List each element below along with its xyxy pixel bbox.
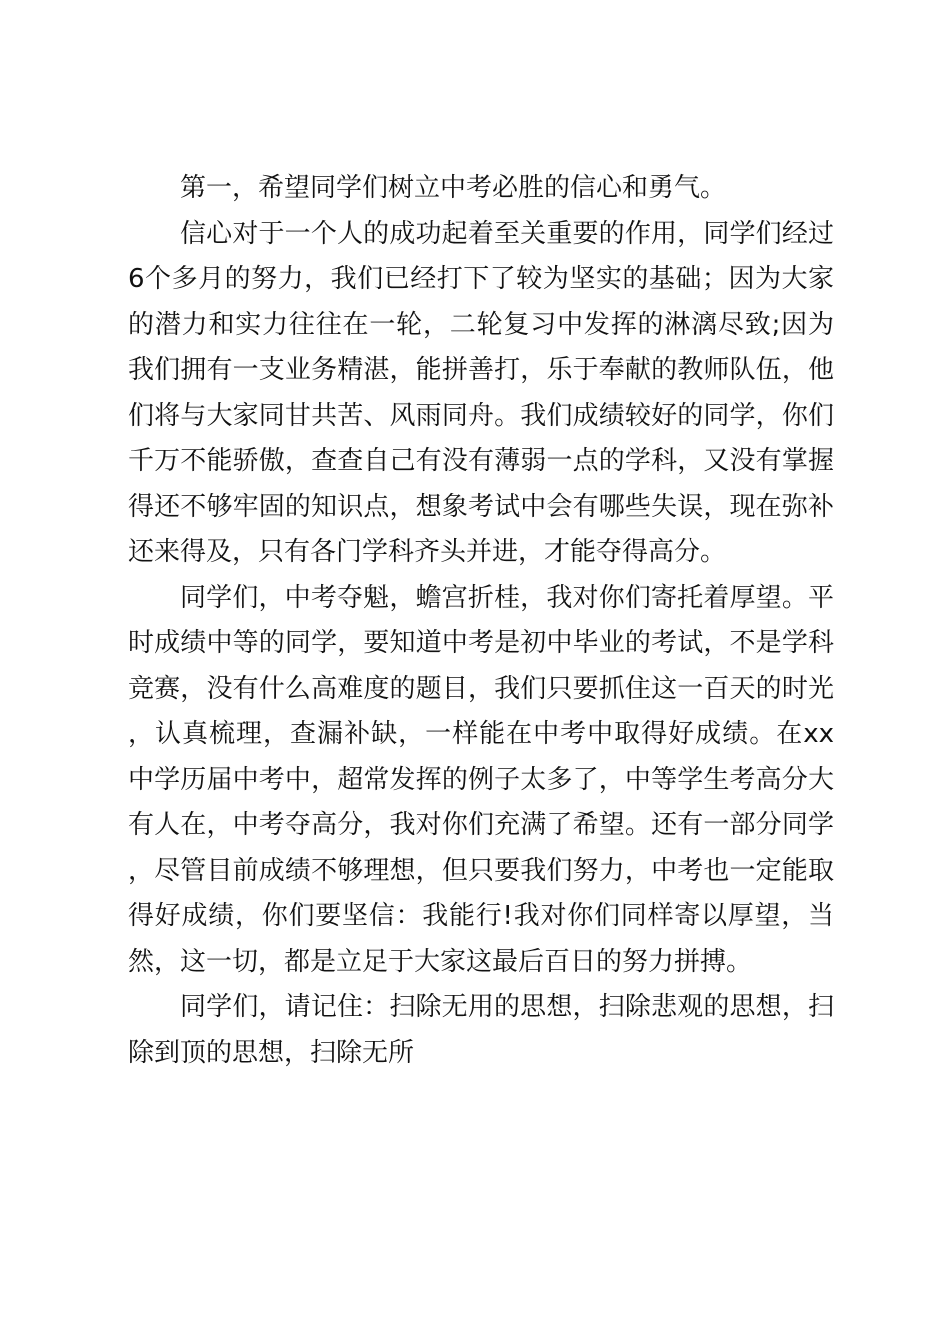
- paragraph-1: 第一，希望同学们树立中考必胜的信心和勇气。: [180, 173, 727, 203]
- paragraph-2: 信心对于一个人的成功起着至关重要的作用，同学们经过6个多月的努力，我们已经打下了较为坚实的基础；因为大家的潜力和实力往往在一轮，二轮复习中发挥的淋漓尽致;因为我们拥有一支业务精湛，能拼善打，乐于奉献的教师队伍，他们将与大家同甘共苦、风雨同舟。我们成绩较好的同学，你们千万不能骄傲，查查自己有没有薄弱一点的学科，又没有掌握得还不够牢固的知识点，想象考试中会有哪些失误，现在弥补还来得及，只有各门学科齐头并进，才能夺得高分。: [128, 218, 834, 567]
- paragraph-4: 同学们，请记住：扫除无用的思想，扫除悲观的思想，扫除到顶的思想，扫除无所: [128, 992, 834, 1068]
- document-body: [128, 166, 834, 1076]
- paragraph-3: 同学们，中考夺魁，蟾宫折桂，我对你们寄托着厚望。平时成绩中等的同学，要知道中考是初中毕业的考试，不是学科竞赛，没有什么高难度的题目，我们只要抓住这一百天的时光，认真梳理，查漏补缺，一样能在中考中取得好成绩。在xx中学历届中考中，超常发挥的例子太多了，中等学生考高分大有人在，中考夺高分，我对你们充满了希望。还有一部分同学，尽管目前成绩不够理想，但只要我们努力，中考也一定能取得好成绩，你们要坚信：我能行!我对你们同样寄以厚望，当然，这一切，都是立足于大家这最后百日的努力拼搏。: [128, 582, 834, 977]
